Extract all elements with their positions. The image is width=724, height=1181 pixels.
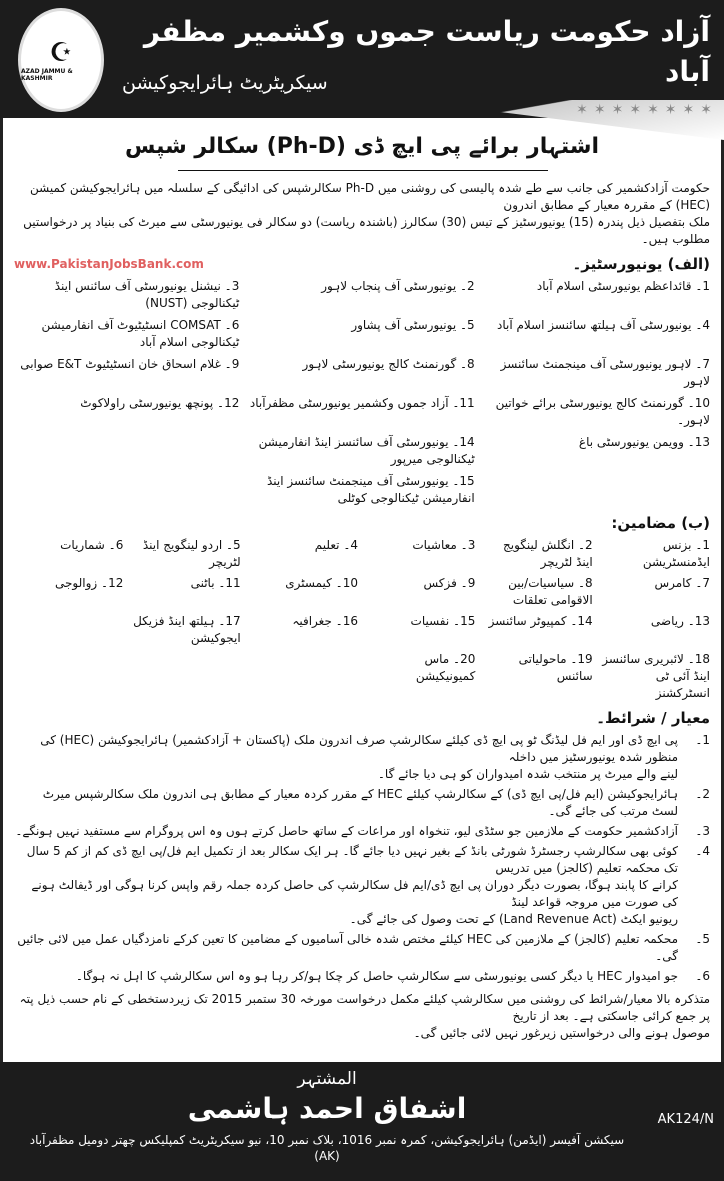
university-item: 7۔ لاہور یونیورسٹی آف مینجمنٹ سائنسز لاہور	[500, 357, 710, 388]
criteria-text	[14, 823, 678, 840]
criteria-item	[14, 732, 710, 783]
criteria-item	[14, 786, 710, 820]
ad-title: اشتہار برائے پی ایچ ڈی (Ph-D) سکالر شپس	[124, 134, 600, 159]
criteria-text-line: جو امیدوار HEC یا دیگر کسی یونیورسٹی سے سکالرشپ حاصل کر چکا ہو/کر رہا ہو وہ اس سکالرشپ کا اہل نہ ہوگا۔	[75, 969, 678, 983]
university-item: 12۔ پونچھ یونیورسٹی راولاکوٹ	[80, 396, 240, 410]
university-item: 3۔ نیشنل یونیورسٹی آف سائنس اینڈ ٹیکنالوجی (NUST)	[54, 279, 240, 310]
advertiser-address: سیکشن آفیسر (ایڈمن) ہائرایجوکیشن، کمرہ نمبر 1016، بلاک نمبر 10، نیو سیکریٹریٹ کمپلیکس چھتر دومیل مظفرآباد (AK)	[29, 1133, 625, 1163]
advertiser-label: المشتہر	[297, 1069, 357, 1089]
subject-item: 7۔ کامرس	[654, 576, 710, 590]
criteria-text-line: محکمہ تعلیم (کالجز) کے ملازمین کی HEC کیلئے مختص شدہ خالی آسامیوں کے مضامین کا تعین کرکے نامزدگیاں عمل میں لائی جائیں گی۔	[17, 932, 678, 963]
subject-item: 4۔ تعلیم	[314, 538, 358, 552]
ad-code: AK124/N	[657, 1112, 714, 1127]
subject-item: 2۔ انگلش لینگویج اینڈ لٹریچر	[502, 538, 593, 569]
subject-item: 10۔ کیمسٹری	[285, 576, 358, 590]
ad-body	[14, 180, 710, 1048]
subject-item: 18۔ لائبریری سائنسز اینڈ آئی ٹی انسٹرکشنز	[602, 652, 710, 700]
university-item: 1۔ قائداعظم یونیورسٹی اسلام آباد	[536, 279, 710, 293]
criteria-number: 3۔	[695, 824, 710, 838]
closing-line: موصول ہونے والی درخواستیں زیرغور نہیں لائی جائیں گی۔	[413, 1026, 710, 1040]
criteria-text-line: ریونیو ایکٹ (Land Revenue Act) کے تحت وصول کی جائے گی۔	[349, 912, 678, 926]
criteria-number: 1۔	[695, 733, 710, 747]
subject-item: 13۔ ریاضی	[650, 614, 710, 628]
university-item: 10۔ گورنمنٹ کالج یونیورسٹی برائے خواتین لاہور۔	[495, 396, 710, 427]
criteria-text-line: لینے والے میرٹ پر منتخب شدہ امیدواران کو ہی دیا جائے گا۔	[377, 767, 678, 781]
criteria-text	[14, 931, 678, 965]
criteria-number: 6۔	[695, 969, 710, 983]
subject-item: 12۔ زوالوجی	[55, 576, 124, 590]
criteria-item	[14, 823, 710, 840]
subjects-list	[14, 537, 710, 702]
subjects-heading: (ب) مضامین:	[611, 514, 710, 532]
criteria-text-line: پی ایچ ڈی اور ایم فل لیڈنگ ٹو پی ایچ ڈی کیلئے سکالرشپ صرف اندرون ملک (پاکستان + آزادکشمیر) ہائرایجوکیشن (HEC) کی منظور شدہ یونیورسٹیز میں داخلہ	[40, 733, 678, 764]
criteria-number: 4۔	[695, 844, 710, 858]
subject-item: 5۔ اردو لینگویج اینڈ لٹریچر	[142, 538, 241, 569]
subject-item: 9۔ فزکس	[423, 576, 476, 590]
intro-paragraph	[14, 180, 710, 248]
subject-item: 16۔ جغرافیہ	[292, 614, 358, 628]
criteria-text	[14, 843, 678, 928]
criteria-item	[14, 843, 710, 928]
ajk-emblem-logo	[18, 8, 104, 112]
university-item: 2۔ یونیورسٹی آف پنجاب لاہور	[321, 279, 475, 293]
university-item: 15۔ یونیورسٹی آف مینجمنٹ سائنسز اینڈ انفارمیشن ٹیکنالوجی کوٹلی	[266, 474, 475, 505]
subject-item: 1۔ بزنس ایڈمنسٹریشن	[642, 538, 710, 569]
title-underline	[178, 170, 548, 171]
criteria-text	[14, 786, 678, 820]
intro-line: ملک بتفصیل ذیل پندرہ (15) یونیورسٹیز کے تیس (30) سکالرز (باشندہ ریاست) دو سکالر فی یونیورسٹی سے میرٹ کی بنیاد پر درخواستیں مطلوب ہیں۔	[23, 215, 710, 246]
criteria-text-line: آزادکشمیر حکومت کے ملازمین جو سٹڈی لیو، تنخواہ اور مراعات کے ساتھ حاصل کرتے ہوں وہ اس پروگرام سے مستفید نہیں ہونگے۔	[15, 824, 678, 838]
criteria-text	[14, 968, 678, 985]
intro-line: حکومت آزادکشمیر کی جانب سے طے شدہ پالیسی کی روشنی میں Ph-D سکالرشپس کی ادائیگی کے سلسلہ میں ہائرایجوکیشن کمیشن (HEC) کے مقررہ معیار کے مطابق اندرون	[30, 181, 710, 212]
subject-item: 17۔ ہیلتھ اینڈ فزیکل ایجوکیشن	[133, 614, 241, 645]
criteria-text	[14, 732, 678, 783]
universities-list	[14, 278, 710, 507]
criteria-text-line: ہائرایجوکیشن (ایم فل/پی ایچ ڈی) کے سکالرشپ کیلئے HEC کے مقرر کردہ معیار کے مطابق ہی اندرون ملک سکالرشپس میرٹ لسٹ مرتب کی جائے گی۔	[42, 787, 678, 818]
crescent-leaf-icon: ☪	[49, 38, 73, 68]
subject-item: 11۔ باٹنی	[190, 576, 241, 590]
criteria-text-line: کرانے کا پابند ہوگا، بصورت دیگر دوران پی ایچ ڈی/ایم فل سکالرشپ کی حاصل کردہ جملہ رقم واپس کرنا ہوگی اور ڈیفالٹ ہونے کی صورت میں مروجہ قواعد لینڈ	[31, 878, 678, 909]
subject-item: 20۔ ماس کمیونیکیشن	[415, 652, 476, 683]
criteria-number: 5۔	[695, 932, 710, 946]
department-subtitle: سیکریٹریٹ ہائرایجوکیشن	[122, 72, 328, 94]
logo-text: AZAD JAMMU & KASHMIR	[21, 68, 73, 82]
subject-item: 6۔ شماریات	[60, 538, 124, 552]
footer-band	[0, 1062, 724, 1181]
closing-line: متذکرہ بالا معیار/شرائط کی روشنی میں سکالرشپ کیلئے مکمل درخواست مورخہ 30 ستمبر 2015 تک زیردستخطی کے نام حسب ذیل پتہ پر جمع کرائی جاسکتی ہے۔ بعد از تاریخ	[19, 992, 710, 1023]
subject-item: 14۔ کمپیوٹر سائنسز	[488, 614, 593, 628]
watermark: www.PakistanJobsBank.com	[14, 256, 204, 271]
subject-item: 15۔ نفسیات	[410, 614, 476, 628]
maple-leaf-icons: ✶✶✶✶✶✶✶✶	[576, 102, 718, 118]
university-item: 4۔ یونیورسٹی آف ہیلتھ سائنسز اسلام آباد	[497, 318, 710, 332]
government-title: آزاد حکومت ریاست جموں وکشمیر مظفر آباد	[143, 15, 710, 88]
criteria-item	[14, 968, 710, 985]
criteria-item	[14, 931, 710, 965]
criteria-list	[14, 732, 710, 985]
advertiser-name: اشفاق احمد ہاشمی	[187, 1092, 467, 1125]
subject-item: 19۔ ماحولیاتی سائنس	[518, 652, 593, 683]
subject-item: 3۔ معاشیات	[412, 538, 476, 552]
criteria-heading: معیار / شرائط۔	[596, 709, 710, 727]
universities-heading: (الف) یونیورسٹیز۔	[572, 255, 710, 273]
criteria-number: 2۔	[695, 787, 710, 801]
university-item: 14۔ یونیورسٹی آف سائنسز اینڈ انفارمیشن ٹیکنالوجی میرپور	[258, 435, 475, 466]
criteria-text-line: کوئی بھی سکالرشپ رجسٹرڈ شورٹی بانڈ کے بغیر نہیں دیا جائے گا۔ ہر ایک سکالر بعد از تکمیل ایم فل/پی ایچ ڈی کم از کم 5 سال تک محکمہ تعلیم (کالجز) میں تدریس	[26, 844, 678, 875]
closing-paragraph	[14, 991, 710, 1042]
university-item: 11۔ آزاد جموں وکشمیر یونیورسٹی مظفرآباد	[249, 396, 475, 410]
university-item: 5۔ یونیورسٹی آف پشاور	[351, 318, 475, 332]
university-item: 6۔ COMSAT انسٹیٹیوٹ آف انفارمیشن ٹیکنالوجی اسلام آباد	[41, 318, 240, 349]
university-item: 13۔ وویمن یونیورسٹی باغ	[578, 435, 710, 449]
university-item: 8۔ گورنمنٹ کالج یونیورسٹی لاہور	[302, 357, 475, 371]
subject-item: 8۔ سیاسیات/بین الاقوامی تعلقات	[508, 576, 593, 607]
university-item: 9۔ غلام اسحاق خان انسٹیٹیوٹ E&T صوابی	[20, 357, 240, 371]
